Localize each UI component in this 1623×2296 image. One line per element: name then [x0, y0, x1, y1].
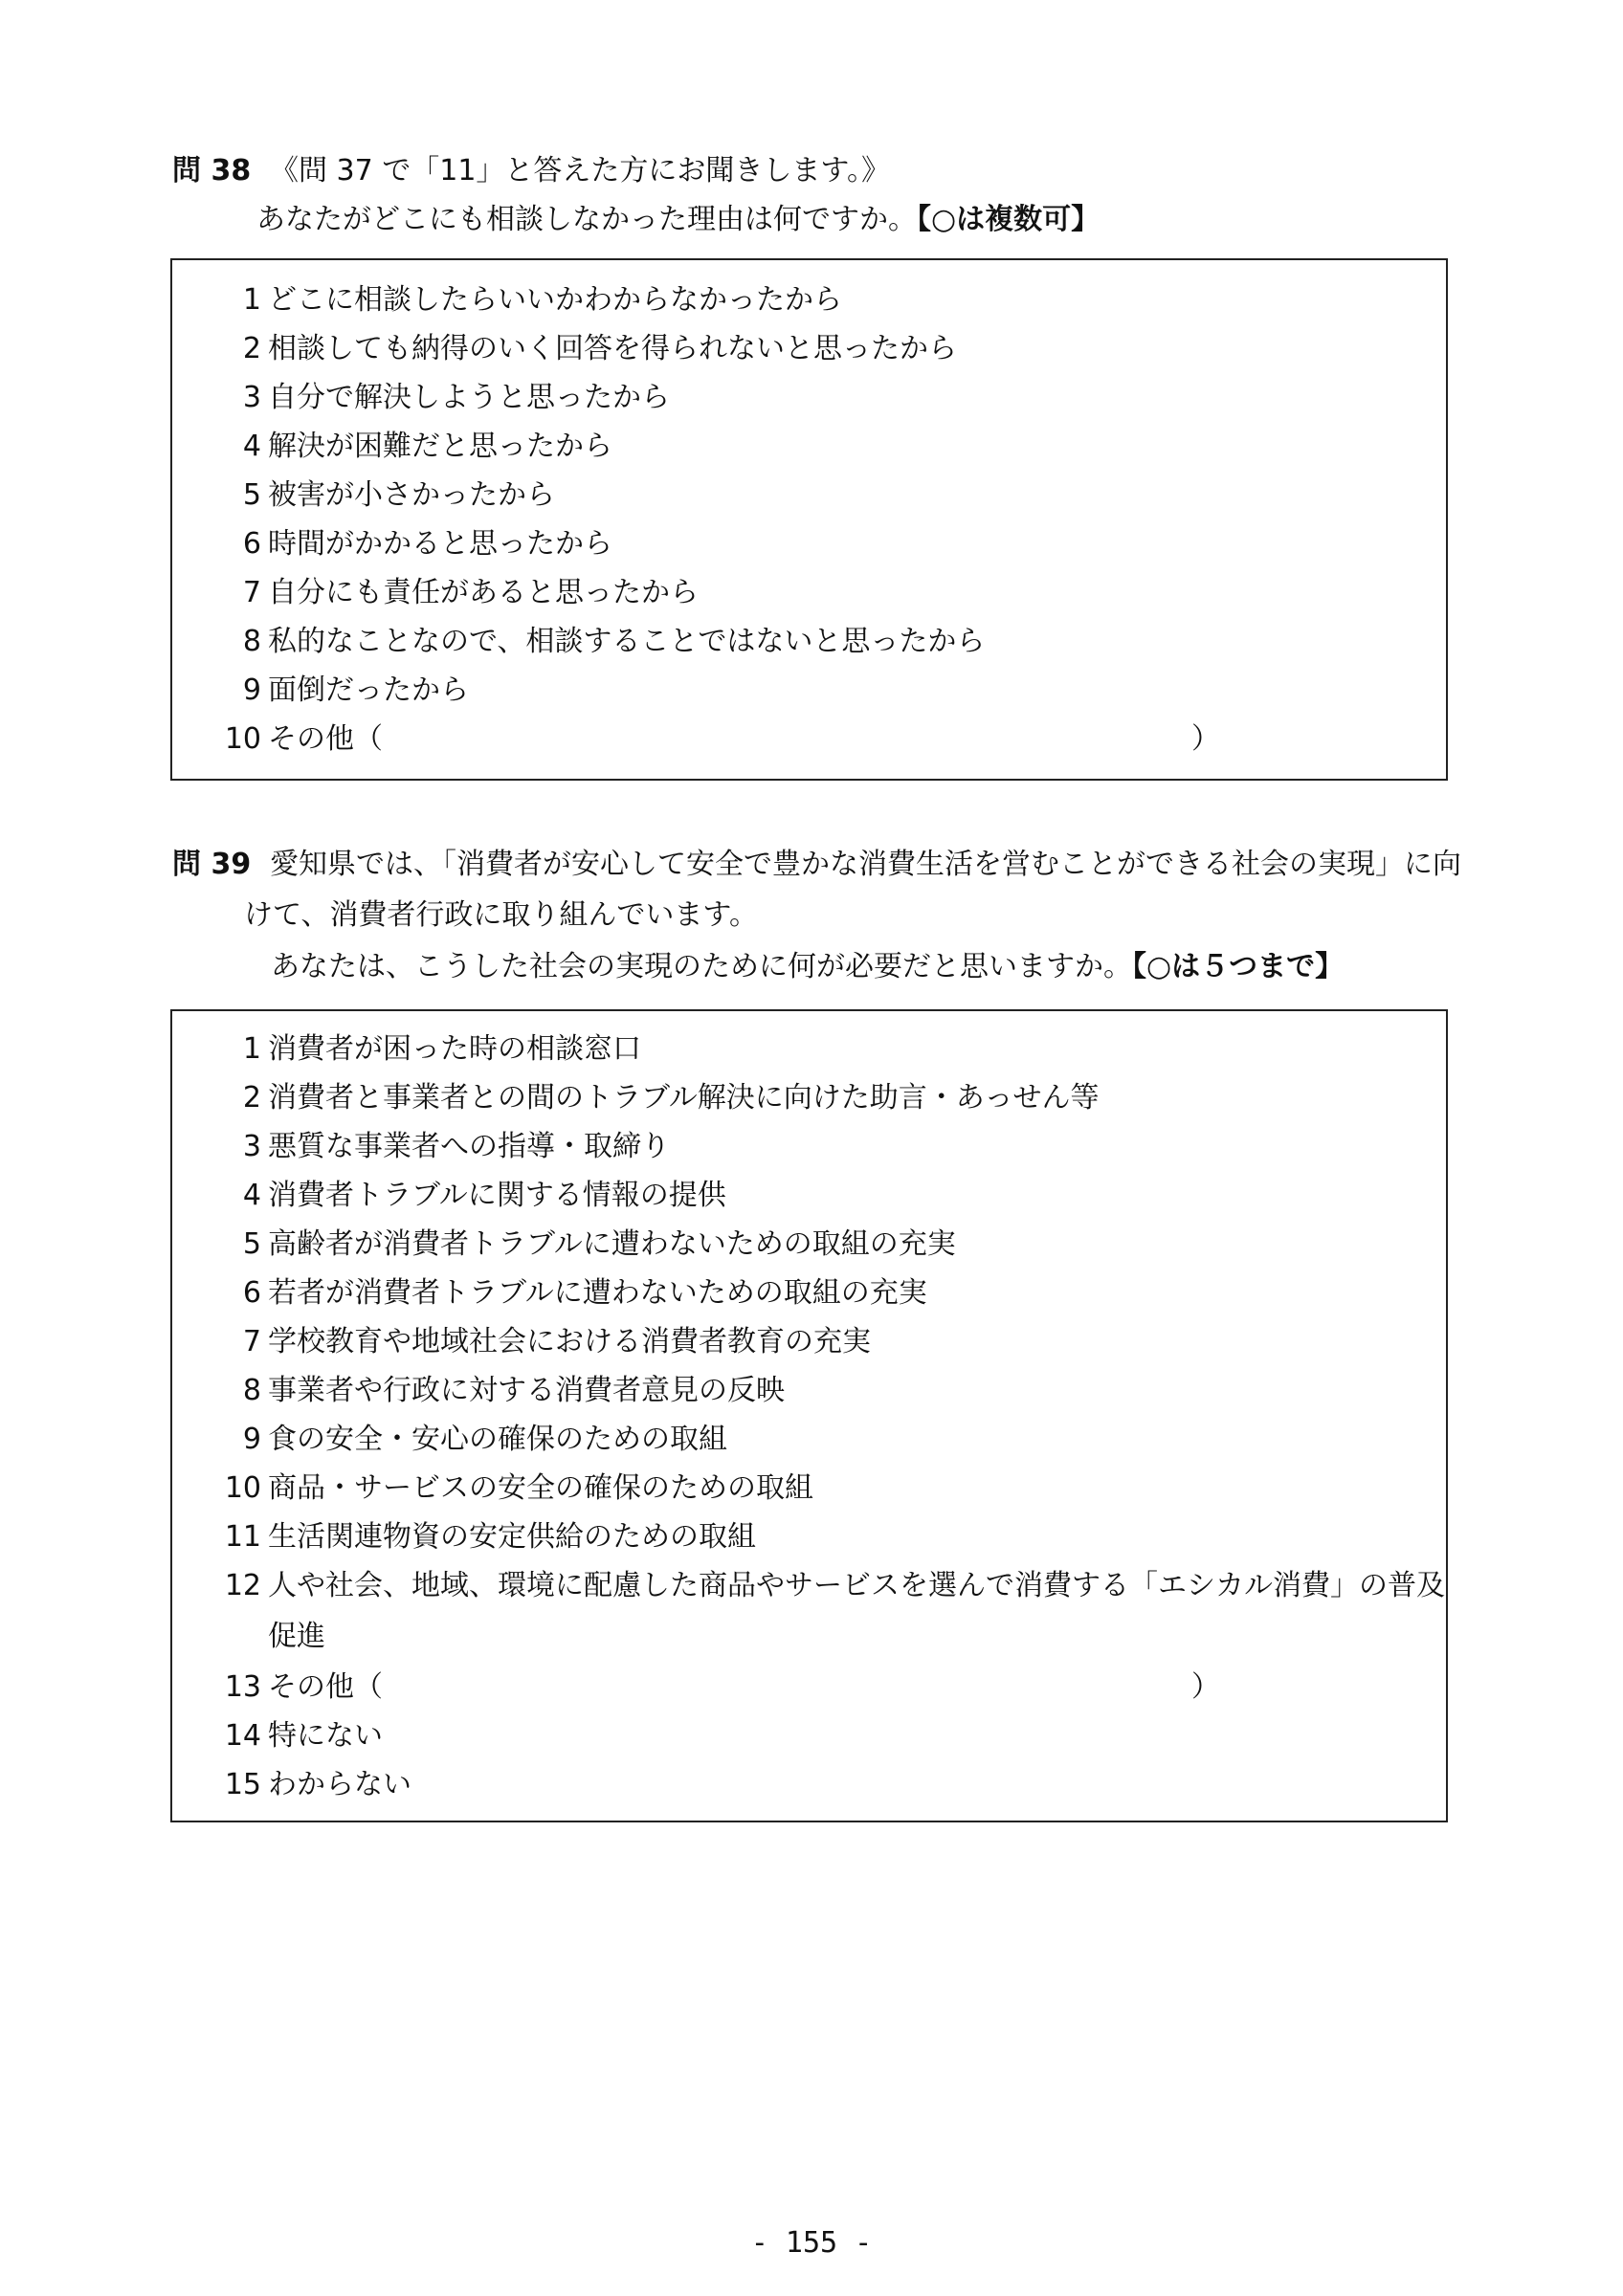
option-text: 学校教育や地域社会における消費者教育の充実: [268, 1325, 871, 1358]
option-text: 高齢者が消費者トラブルに遭わないための取組の充実: [268, 1227, 956, 1261]
option-text: 面倒だったから: [268, 673, 469, 707]
option-text: 悪質な事業者への指導・取締り: [268, 1130, 670, 1163]
option-text: その他（: [268, 1670, 383, 1704]
option-text: 被害が小さかったから: [268, 478, 555, 512]
q39-intro-line2: けて、消費者行政に取り組んでいます。: [244, 898, 758, 932]
option-text: わからない: [268, 1768, 411, 1801]
q38-question: あなたがどこにも相談しなかった理由は何ですか。: [256, 203, 917, 236]
option-number: 8: [242, 625, 261, 658]
option-number: 2: [242, 332, 261, 365]
q38-question-line: [256, 200, 1100, 240]
option-number: 4: [242, 430, 261, 463]
q38-number: 問 38: [172, 154, 252, 188]
option-number: 5: [242, 1227, 261, 1261]
option-number: 2: [242, 1081, 261, 1115]
option-number: 6: [242, 527, 261, 561]
option-number: 14: [224, 1719, 261, 1753]
q39-number: 問 39: [172, 848, 252, 881]
q39-intro-line2-row: [244, 895, 758, 936]
option-text: 食の安全・安心の確保のための取組: [268, 1423, 727, 1456]
option-text: 時間がかかると思ったから: [268, 527, 612, 561]
option-text: 消費者トラブルに関する情報の提供: [268, 1179, 726, 1212]
option-text-continued: 促進: [268, 1620, 325, 1653]
option-number: 12: [224, 1569, 261, 1602]
option-text: 相談しても納得のいく回答を得られないと思ったから: [268, 332, 957, 365]
option-number: 7: [242, 576, 261, 609]
option-text: 若者が消費者トラブルに遭わないための取組の充実: [268, 1276, 927, 1310]
option-text: 自分で解決しようと思ったから: [268, 381, 670, 414]
option-number: 1: [242, 283, 261, 317]
option-number: 11: [224, 1520, 261, 1554]
option-number: 3: [242, 1130, 261, 1163]
option-number: 9: [242, 1423, 261, 1456]
option-text: 商品・サービスの安全の確保のための取組: [268, 1471, 813, 1505]
option-number: 8: [242, 1374, 261, 1407]
option-number: 10: [224, 722, 261, 756]
option-number: 4: [242, 1179, 261, 1212]
option-number: 1: [242, 1032, 261, 1066]
option-number: 13: [224, 1670, 261, 1704]
option-number: 9: [242, 673, 261, 707]
other-close-paren: ）: [1191, 722, 1220, 756]
option-number: 10: [224, 1471, 261, 1505]
option-text: 消費者が困った時の相談窓口: [268, 1032, 641, 1066]
other-close-paren: ）: [1191, 1670, 1220, 1704]
q39-instruction: 【○は５つまで】: [1132, 950, 1345, 983]
option-text: 消費者と事業者との間のトラブル解決に向けた助言・あっせん等: [268, 1081, 1100, 1115]
option-text: 人や社会、地域、環境に配慮した商品やサービスを選んで消費する「エシカル消費」の普及: [268, 1569, 1445, 1602]
q38-instruction: 【○は複数可】: [917, 203, 1101, 236]
option-text: どこに相談したらいいかわからなかったから: [268, 283, 842, 317]
q39-intro-line1: 愛知県では、「消費者が安心して安全で豊かな消費生活を営むことができる社会の実現」に向: [270, 848, 1461, 881]
page-number: - 155 -: [750, 2226, 873, 2260]
q39-question: あなたは、こうした社会の実現のために何が必要だと思いますか。: [271, 950, 1132, 983]
option-text: 解決が困難だと思ったから: [268, 430, 612, 463]
q38-options-box: [170, 258, 1448, 781]
q38-header: [172, 151, 890, 191]
option-text: 自分にも責任があると思ったから: [268, 576, 699, 609]
option-text: その他（: [268, 722, 383, 756]
option-text: 生活関連物資の安定供給のための取組: [268, 1520, 756, 1554]
option-text: 私的なことなので、相談することではないと思ったから: [268, 625, 986, 658]
option-number: 6: [242, 1276, 261, 1310]
q39-options-box: [170, 1009, 1448, 1822]
option-text: 特にない: [268, 1719, 383, 1753]
q39-question-line: [271, 947, 1344, 987]
q38-condition: 《問 37 で「11」と答えた方にお聞きします。》: [270, 154, 891, 188]
option-number: 15: [224, 1768, 261, 1801]
option-number: 5: [242, 478, 261, 512]
option-number: 3: [242, 381, 261, 414]
option-number: 7: [242, 1325, 261, 1358]
q39-header: [172, 845, 1461, 885]
option-text: 事業者や行政に対する消費者意見の反映: [268, 1374, 785, 1407]
